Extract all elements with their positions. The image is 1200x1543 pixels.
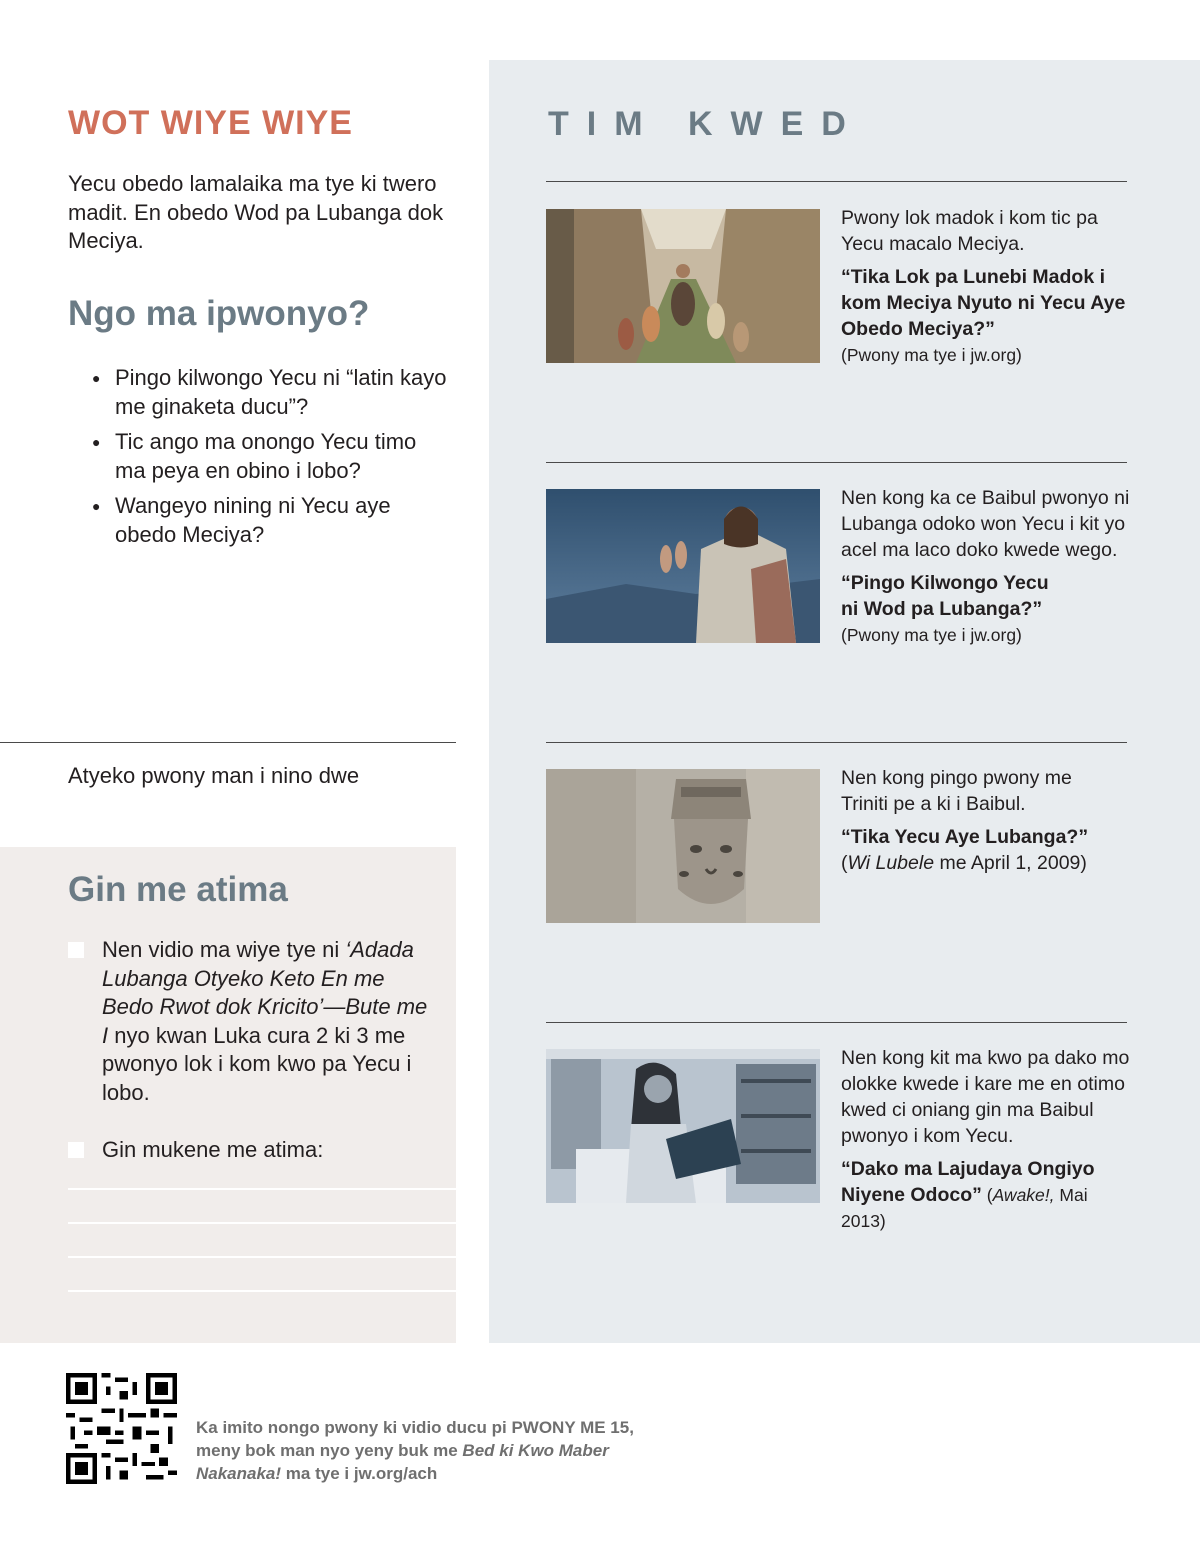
divider	[0, 742, 456, 743]
book-title: Bed ki Kwo Maber Nakanaka!	[196, 1441, 609, 1483]
reading-description: Pwony lok madok i kom tic pa Yecu macalo Meciya.	[841, 207, 1098, 255]
reading-source: (Pwony ma tye i jw.org)	[841, 625, 1022, 645]
divider	[546, 462, 1127, 463]
divider	[546, 1022, 1127, 1023]
reading-source: (Wi Lubele me April 1, 2009)	[841, 852, 1087, 874]
reading-description: Nen kong pingo pwony me Triniti pe a ki i Baibul.	[841, 767, 1072, 815]
goal-task-text: Gin mukene me atima:	[102, 1137, 324, 1162]
further-reading-heading: TIM KWED	[548, 105, 864, 143]
goal-task-other	[68, 1136, 438, 1165]
review-heading: Ngo ma ipwonyo?	[68, 294, 370, 333]
jesus-praying-image[interactable]	[546, 489, 820, 643]
qr-code[interactable]	[66, 1373, 177, 1484]
summary-text: Yecu obedo lamalaika ma tye ki twero madit. En obedo Wod pa Lubanga dok Meciya.	[68, 171, 444, 253]
completion-date-label[interactable]: Atyeko pwony man i nino dwe	[68, 763, 360, 788]
reading-description: Nen kong ka ce Baibul pwonyo ni Lubanga odoko won Yecu i kit yo acel ma laco doko kwede wego.	[841, 487, 1130, 561]
reading-item	[841, 765, 1131, 876]
reading-source: (Pwony ma tye i jw.org)	[841, 345, 1022, 365]
reading-item	[841, 205, 1131, 368]
goal-checkbox[interactable]	[68, 1142, 84, 1158]
divider	[546, 742, 1127, 743]
reading-item	[841, 485, 1131, 648]
jesus-entering-jerusalem-image[interactable]	[546, 209, 820, 363]
write-in-line[interactable]	[68, 1290, 456, 1292]
reading-title-link[interactable]: “Pingo Kilwongo Yecu ni Wod pa Lubanga?”	[841, 572, 1049, 620]
goal-task-text: Nen vidio ma wiye tye ni ‘Adada Lubanga Otyeko Keto En me Bedo Rwot dok Kricito’—Bute me I nyo kwan Luka cura 2 ki 3 me pwonyo lok i kom kwo pa Yecu i lobo.	[102, 937, 428, 1105]
reading-item	[841, 1045, 1131, 1234]
reading-title-link[interactable]: “Tika Lok pa Lunebi Madok i kom Meciya Nyuto ni Yecu Aye Obedo Meciya?”	[841, 266, 1126, 340]
goal-checkbox[interactable]	[68, 942, 84, 958]
footer-note: Ka imito nongo pwony ki vidio ducu pi PWONY ME 15, meny bok man nyo yeny buk me Bed ki Kwo Maber Nakanaka! ma tye i jw.org/ach	[196, 1418, 634, 1483]
review-question: ● Tic ango ma onongo Yecu timo ma peya en obino i lobo?	[92, 428, 452, 485]
goal-task-video	[68, 936, 438, 1107]
reading-title-link[interactable]: “Tika Yecu Aye Lubanga?”	[841, 826, 1089, 848]
write-in-line[interactable]	[68, 1256, 456, 1258]
reading-title-link[interactable]: “Dako ma Lajudaya Ongiyo Niyene Odoco”	[841, 1158, 1095, 1206]
woman-reading-book-image[interactable]	[546, 1049, 820, 1203]
review-question: ● Pingo kilwongo Yecu ni “latin kayo me ginaketa ducu”?	[92, 364, 452, 421]
goal-heading: Gin me atima	[68, 870, 288, 909]
review-question: ● Wangeyo nining ni Yecu aye obedo Meciya?	[92, 492, 452, 549]
video-title: ‘Adada Lubanga Otyeko Keto En me Bedo Rwot dok Kricito’—Bute me I	[102, 937, 428, 1048]
write-in-line[interactable]	[68, 1222, 456, 1224]
review-question-list	[92, 364, 452, 556]
three-faced-sculpture-image[interactable]	[546, 769, 820, 923]
divider	[546, 181, 1127, 182]
summary-heading: WOT WIYE WIYE	[68, 104, 353, 142]
reading-description: Nen kong kit ma kwo pa dako mo olokke kwede i kare me en otimo kwed ci oniang gin ma Baibul pwonyo i kom Yecu.	[841, 1047, 1130, 1147]
write-in-line[interactable]	[68, 1188, 456, 1190]
reading-title-source: “Dako ma Lajudaya Ongiyo Niyene Odoco” (Awake!, Mai 2013)	[841, 1158, 1095, 1231]
